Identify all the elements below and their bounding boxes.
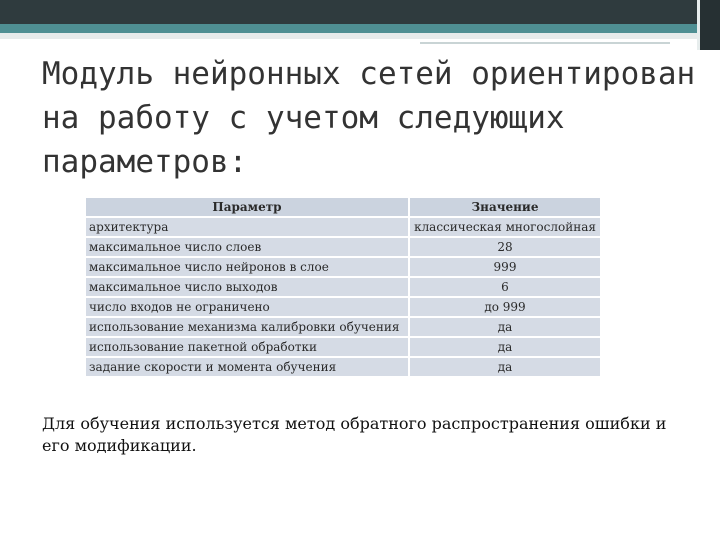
value-cell: 6 [410, 278, 600, 296]
column-header-value: Значение [410, 198, 600, 216]
table-row [86, 298, 600, 316]
table-header-row [86, 198, 600, 216]
value-cell: до 999 [410, 298, 600, 316]
parameters-table-container [84, 196, 602, 392]
training-method-note: Для обучения используется метод обратного распространения ошибки и его модификации. [42, 414, 667, 455]
top-bar-accent [0, 24, 720, 33]
table-row [86, 238, 600, 256]
table-row [86, 258, 600, 276]
slide-title-line-1: Модуль нейронных сетей ориентирован [42, 56, 696, 92]
value-cell: да [410, 318, 600, 336]
value-cell: 28 [410, 238, 600, 256]
parameter-cell: использование пакетной обработки [86, 338, 408, 356]
parameter-cell: максимальное число выходов [86, 278, 408, 296]
slide-title-line-3: параметров: [42, 144, 248, 180]
parameter-cell: архитектура [86, 218, 408, 236]
table-row [86, 358, 600, 376]
value-cell: 999 [410, 258, 600, 276]
parameter-cell: задание скорости и момента обучения [86, 358, 408, 376]
parameters-table [84, 196, 602, 378]
top-bar-light [0, 33, 720, 39]
parameter-cell: число входов не ограничено [86, 298, 408, 316]
top-bar-dark [0, 0, 720, 24]
value-cell: классическая многослойная [410, 218, 600, 236]
table-row [86, 218, 600, 236]
column-header-parameter: Параметр [86, 198, 408, 216]
slide-title [42, 52, 712, 184]
parameter-cell: максимальное число нейронов в слое [86, 258, 408, 276]
corner-decoration [697, 0, 720, 50]
slide-title-line-2: на работу с учетом следующих [42, 100, 565, 136]
table-row [86, 338, 600, 356]
parameter-cell: использование механизма калибровки обучения [86, 318, 408, 336]
parameter-cell: максимальное число слоев [86, 238, 408, 256]
table-row [86, 318, 600, 336]
value-cell: да [410, 338, 600, 356]
table-row [86, 278, 600, 296]
decorative-line [420, 42, 670, 44]
value-cell: да [410, 358, 600, 376]
